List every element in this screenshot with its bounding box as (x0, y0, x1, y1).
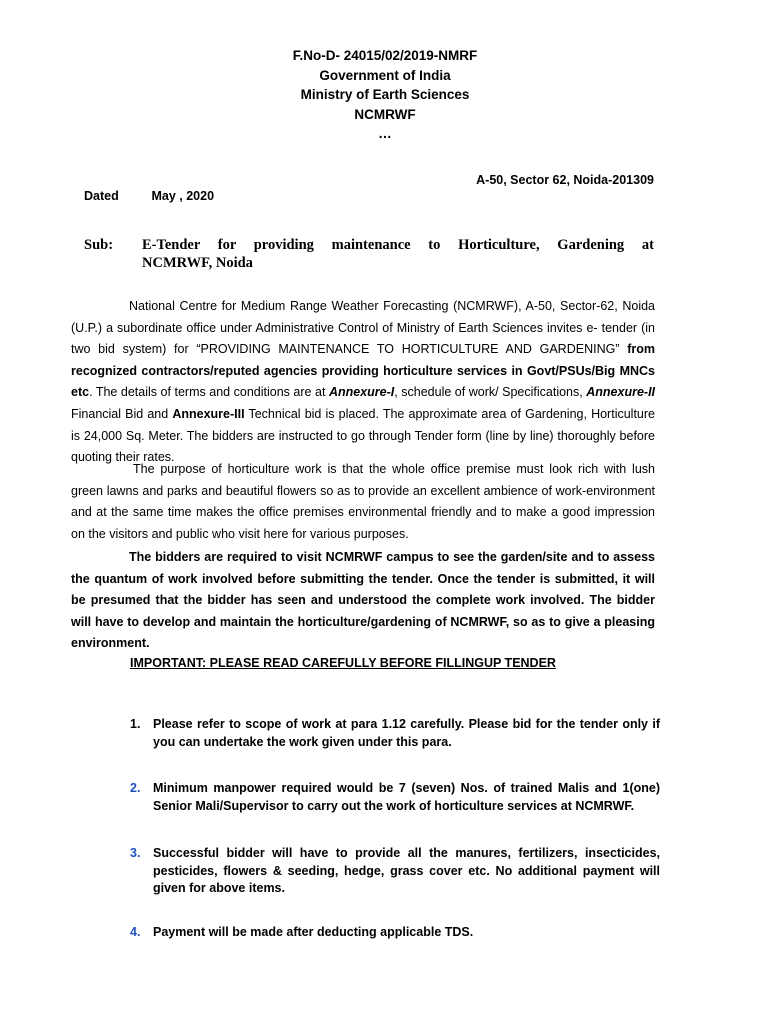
subject-line-2: NCMRWF, Noida (142, 255, 253, 271)
dated-line (84, 189, 214, 203)
file-number: F.No-D- 24015/02/2019-NMRF (292, 48, 478, 63)
important-heading: IMPORTANT: PLEASE READ CAREFULLY BEFORE FILLINGUP TENDER (130, 656, 556, 670)
item-text: Successful bidder will have to provide all the manures, fertilizers, insecticides, pesticides, flowers & seeding, hedge, grass cover etc. No additional payment will given for above items. (153, 846, 660, 895)
item-number: 1. (130, 717, 141, 731)
para2-text: The purpose of horticulture work is that the whole office premise must look rich with lush green lawns and parks and beautiful flowers so as to provide an excellent ambience of work-environment and at the same time makes the office premises environmental friendly and to make a good impression on the visitors and public who visit here for various purposes. (71, 462, 655, 541)
government-name: Government of India (319, 67, 451, 83)
organization-name: NCMRWF (354, 106, 416, 122)
annexure-1-ref: Annexure-I (328, 385, 395, 400)
paragraph-introduction (71, 296, 655, 469)
item-text: Minimum manpower required would be 7 (seven) Nos. of trained Malis and 1(one) Senior Mali/Supervisor to carry out the work of horticulture services at NCMRWF. (153, 781, 660, 813)
item-number: 4. (130, 925, 141, 939)
dated-label: Dated (84, 189, 119, 203)
para1-text-e: Financial Bid and (71, 406, 173, 421)
item-number: 2. (130, 781, 141, 795)
subject-line-1: E-Tender for providing maintenance to Horticulture, Gardening at (142, 237, 654, 253)
para3-text: The bidders are required to visit NCMRWF campus to see the garden/site and to assess the quantum of work involved before submitting the tender. Once the tender is submitted, it will be presumed that the bidder has seen and understood the complete work involved. The bidder will have to develop and maintain the horticulture/gardening of NCMRWF, so as to give a pleasing environment. (71, 550, 655, 651)
office-address: A-50, Sector 62, Noida-201309 (476, 173, 654, 187)
paragraph-site-visit (71, 547, 655, 655)
ministry-name: Ministry of Earth Sciences (300, 87, 470, 102)
para1-text-a: National Centre for Medium Range Weather Forecasting (NCMRWF), A-50, Sector-62, Noida (U.P.) a subordinate office under Administrative Control of Ministry of Earth Sciences invites e- tender (in two bid system) for “PROVIDING MAINTENANCE TO HORTICULTURE AND GARDENING” (71, 299, 655, 357)
paragraph-purpose (71, 459, 655, 545)
annexure-2-ref: Annexure-II (586, 385, 656, 400)
item-number: 3. (130, 846, 141, 860)
item-text: Payment will be made after deducting applicable TDS. (153, 925, 474, 939)
subject-label: Sub: (84, 237, 114, 253)
letter-header (0, 46, 770, 144)
header-ellipsis: … (378, 126, 392, 141)
dated-value: May , 2020 (151, 189, 215, 203)
para1-text-f: Technical bid is placed. The approximate area of Gardening, Horticulture is 24,000 Sq. Meter. The bidders are instructed to go through Tender form (line by line) thoroughly before quoting their rates. (71, 406, 655, 465)
item-text: Please refer to scope of work at para 1.12 carefully. Please bid for the tender only if you can undertake the work given under this para. (153, 717, 660, 749)
para1-text-d: , schedule of work/ Specifications, (394, 385, 587, 400)
para1-bold-text: from recognized contractors/reputed agencies providing horticulture services in Govt/PSUs/Big MNCs etc (71, 342, 655, 400)
para1-text-c: . The details of terms and conditions are at (89, 385, 329, 400)
annexure-3-ref: Annexure-III (172, 406, 245, 421)
